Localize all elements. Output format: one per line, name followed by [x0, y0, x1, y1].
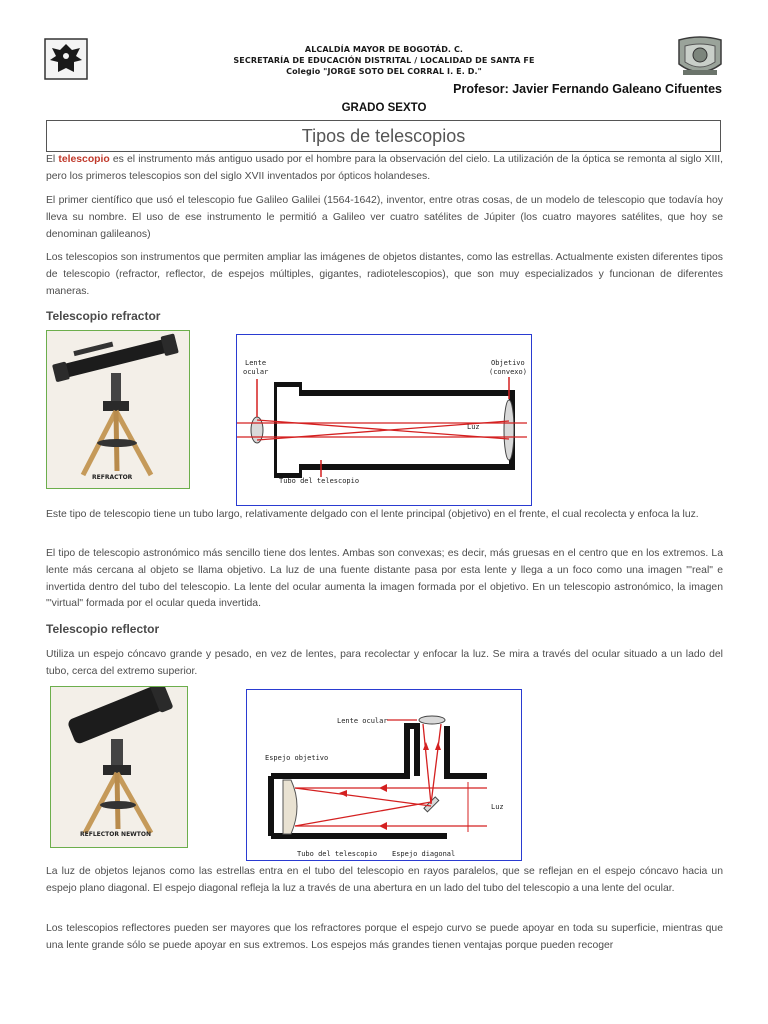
reflector-photo — [50, 686, 188, 848]
intro-lead: El — [46, 154, 59, 165]
refractor-diagram — [236, 334, 532, 506]
refractor-photo — [46, 330, 190, 489]
label-espejo-objetivo: Espejo objetivo — [265, 754, 329, 762]
reflector-diagram — [246, 689, 522, 861]
reflector-paragraph-0: Utiliza un espejo cóncavo grande y pesado, en vez de lentes, para recolectar y enfocar la luz. Se mira a través del ocular situado a un lado del tubo, cerca del extremo superior. — [46, 649, 723, 677]
tipos-paragraph: Los telescopios son instrumentos que permiten ampliar las imágenes de objetos distantes, como las estrellas. Actualmente existen diferentes tipos de telescopio (refractor, reflector, de espejos múltiples, gigantes, radiotelescopios), que son muy especializados y funcionan de diferentes maneras. — [46, 252, 723, 297]
refractor-photo-label: REFRACTOR — [92, 474, 133, 481]
intro-paragraph — [46, 152, 723, 186]
label-lente-ocular: Lente ocular — [337, 717, 388, 725]
grade-label: GRADO SEXTO — [341, 102, 427, 114]
label-luz-reflector: Luz — [491, 803, 504, 811]
label-tubo-refractor: Tubo del telescopio — [279, 477, 360, 485]
header-line-1: ALCALDÍA MAYOR DE BOGOTÁD. C. — [304, 45, 464, 54]
reflector-paragraph-1: La luz de objetos lejanos como las estrellas entra en el tubo del telescopio en rayos paralelos, que se reflejan en el espejo cóncavo hacia un espejo plano diagonal. El espejo diagonal refleja la luz a través de una abertura en un lado del tubo del telescopio a una lente del ocular. — [46, 866, 723, 894]
label-espejo-diagonal: Espejo diagonal — [392, 850, 456, 858]
telescopio-keyword: telescopio — [58, 154, 110, 165]
reflector-paragraph-2: Los telescopios reflectores pueden ser mayores que los refractores porque el espejo curvo se puede apoyar en toda su superficie, mientras que una lente grande sólo se puede apoyar en sus extremos. Los espejos más grandes tienen ventajas porque pueden recoger — [46, 923, 723, 951]
label-ocular: ocular — [243, 368, 269, 376]
refractor-paragraph-1: Este tipo de telescopio tiene un tubo largo, relativamente delgado con el lente principal (objetivo) en el frente, el cual recolecta y enfoca la luz. — [46, 509, 699, 520]
intro-rest: es el instrumento más antiguo usado por el hombre para la observación del cielo. La utilización de la óptica se remonta al siglo XIII, pero los primeros telescopios son del siglo XVII inventados por ópticos holandeses. — [46, 154, 723, 182]
refractor-paragraph-2: El tipo de telescopio astronómico más sencillo tiene dos lentes. Ambas son convexas; es decir, más gruesas en el centro que en los extremos. La lente más cercana al objeto se llama objetivo. La luz de una fuente distante pasa por esta lente y llega a un foco como una imagen "'real" e invertida dentro del tubo del telescopio. La lente del ocular aumenta la imagen formada por el objetivo. En un telescopio astronómico, la imagen "'virtual" formada por el ocular queda invertida. — [46, 548, 723, 610]
label-lente: Lente — [245, 359, 267, 367]
header-line-2: SECRETARÍA DE EDUCACIÓN DISTRITAL / LOCALIDAD DE SANTA FE — [233, 56, 535, 65]
label-luz-refractor: Luz — [467, 423, 480, 431]
label-objetivo: Objetivo — [491, 359, 525, 367]
reflector-photo-label: REFLECTOR NEWTON — [80, 831, 151, 838]
label-convexo: (convexo) — [489, 368, 527, 376]
teacher-name: Profesor: Javier Fernando Galeano Cifuentes — [453, 82, 722, 96]
reflector-heading: Telescopio reflector — [46, 622, 160, 636]
document-title: Tipos de telescopios — [46, 120, 721, 152]
label-tubo-reflector: Tubo del telescopio — [297, 850, 378, 858]
refractor-heading: Telescopio refractor — [46, 309, 161, 323]
header-line-3: Colegio "JORGE SOTO DEL CORRAL I. E. D." — [286, 67, 482, 76]
galileo-paragraph: El primer científico que usó el telescopio fue Galileo Galilei (1564-1642), inventor, entre otras cosas, de un modelo de telescopio que todavía hoy lleva su nombre. El uso de ese instrumento le permitió a Galileo ver cuatro satélites de Júpiter (los cuatro mayores satélites, que hoy se denominan galileanos) — [46, 195, 723, 240]
